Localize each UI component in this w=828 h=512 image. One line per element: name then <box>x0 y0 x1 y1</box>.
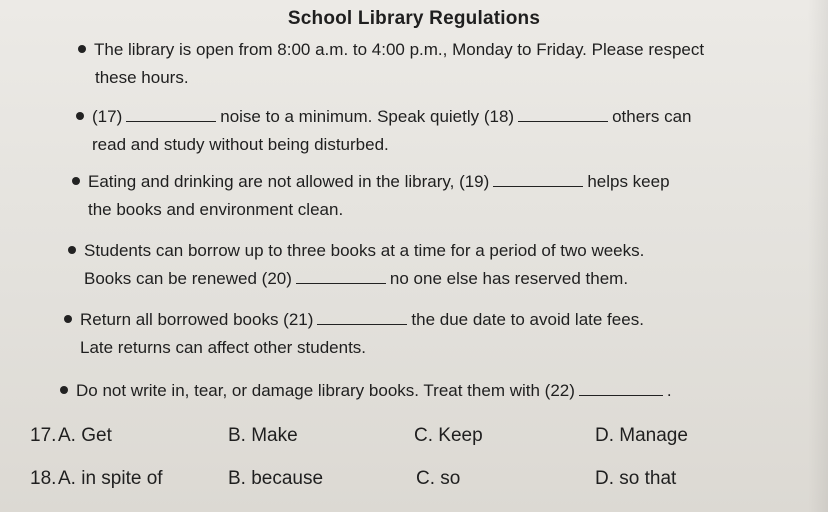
answer-blank-21[interactable] <box>317 308 407 325</box>
option-18-b[interactable]: B. because <box>228 468 324 489</box>
option-17-a[interactable]: A. Get <box>58 425 112 446</box>
bullet-icon <box>76 112 84 120</box>
rule-6-text-pre: Do not write in, tear, or damage library books. Treat them with (22) <box>76 381 575 400</box>
rule-5-line-2: Late returns can affect other students. <box>80 338 367 357</box>
answer-blank-22[interactable] <box>579 379 663 396</box>
rule-2-blank-label-17: (17) <box>92 107 123 126</box>
rule-4-text-post: no one else has reserved them. <box>389 269 629 288</box>
option-18-d[interactable]: D. so that <box>595 468 677 489</box>
rule-2-text-mid: noise to a minimum. Speak quietly (18) <box>220 107 515 126</box>
question-17-number: 17. <box>30 425 57 446</box>
bullet-icon <box>68 246 76 254</box>
answer-blank-18[interactable] <box>518 105 608 122</box>
rule-item-2 <box>76 103 691 159</box>
answer-blank-19[interactable] <box>493 170 583 187</box>
rule-item-5 <box>64 306 644 362</box>
page-title: School Library Regulations <box>287 8 541 29</box>
rule-item-6 <box>60 377 672 405</box>
option-18-a[interactable]: A. in spite of <box>58 468 163 489</box>
rule-item-4 <box>68 237 644 293</box>
answer-blank-17[interactable] <box>126 105 216 122</box>
bullet-icon <box>72 177 80 185</box>
rule-3-text-post: helps keep <box>587 172 670 191</box>
option-17-b[interactable]: B. Make <box>228 425 298 446</box>
bullet-icon <box>64 315 72 323</box>
option-17-c[interactable]: C. Keep <box>414 425 483 446</box>
rule-item-1 <box>78 36 704 92</box>
rule-3-line-2: the books and environment clean. <box>88 200 344 219</box>
option-17-d[interactable]: D. Manage <box>595 425 688 446</box>
rule-6-text-post: . <box>666 381 672 400</box>
rule-4-text-pre: Books can be renewed (20) <box>84 269 292 288</box>
rule-3-text-pre: Eating and drinking are not allowed in the library, (19) <box>88 172 490 191</box>
question-18-number: 18. <box>30 468 57 489</box>
bullet-icon <box>78 45 86 53</box>
page-edge-shadow <box>808 0 828 512</box>
rule-2-line-2: read and study without being disturbed. <box>92 135 389 154</box>
rule-1-line-1: The library is open from 8:00 a.m. to 4:00 p.m., Monday to Friday. Please respect <box>94 40 705 59</box>
rule-item-3 <box>72 168 670 224</box>
rule-1-line-2: these hours. <box>95 68 189 87</box>
option-18-c[interactable]: C. so <box>416 468 461 489</box>
rule-5-text-post: the due date to avoid late fees. <box>411 310 644 329</box>
rule-4-line-1: Students can borrow up to three books at a time for a period of two weeks. <box>84 241 645 260</box>
bullet-icon <box>60 386 68 394</box>
rule-5-text-pre: Return all borrowed books (21) <box>80 310 314 329</box>
answer-blank-20[interactable] <box>296 267 386 284</box>
rule-2-text-post: others can <box>612 107 692 126</box>
